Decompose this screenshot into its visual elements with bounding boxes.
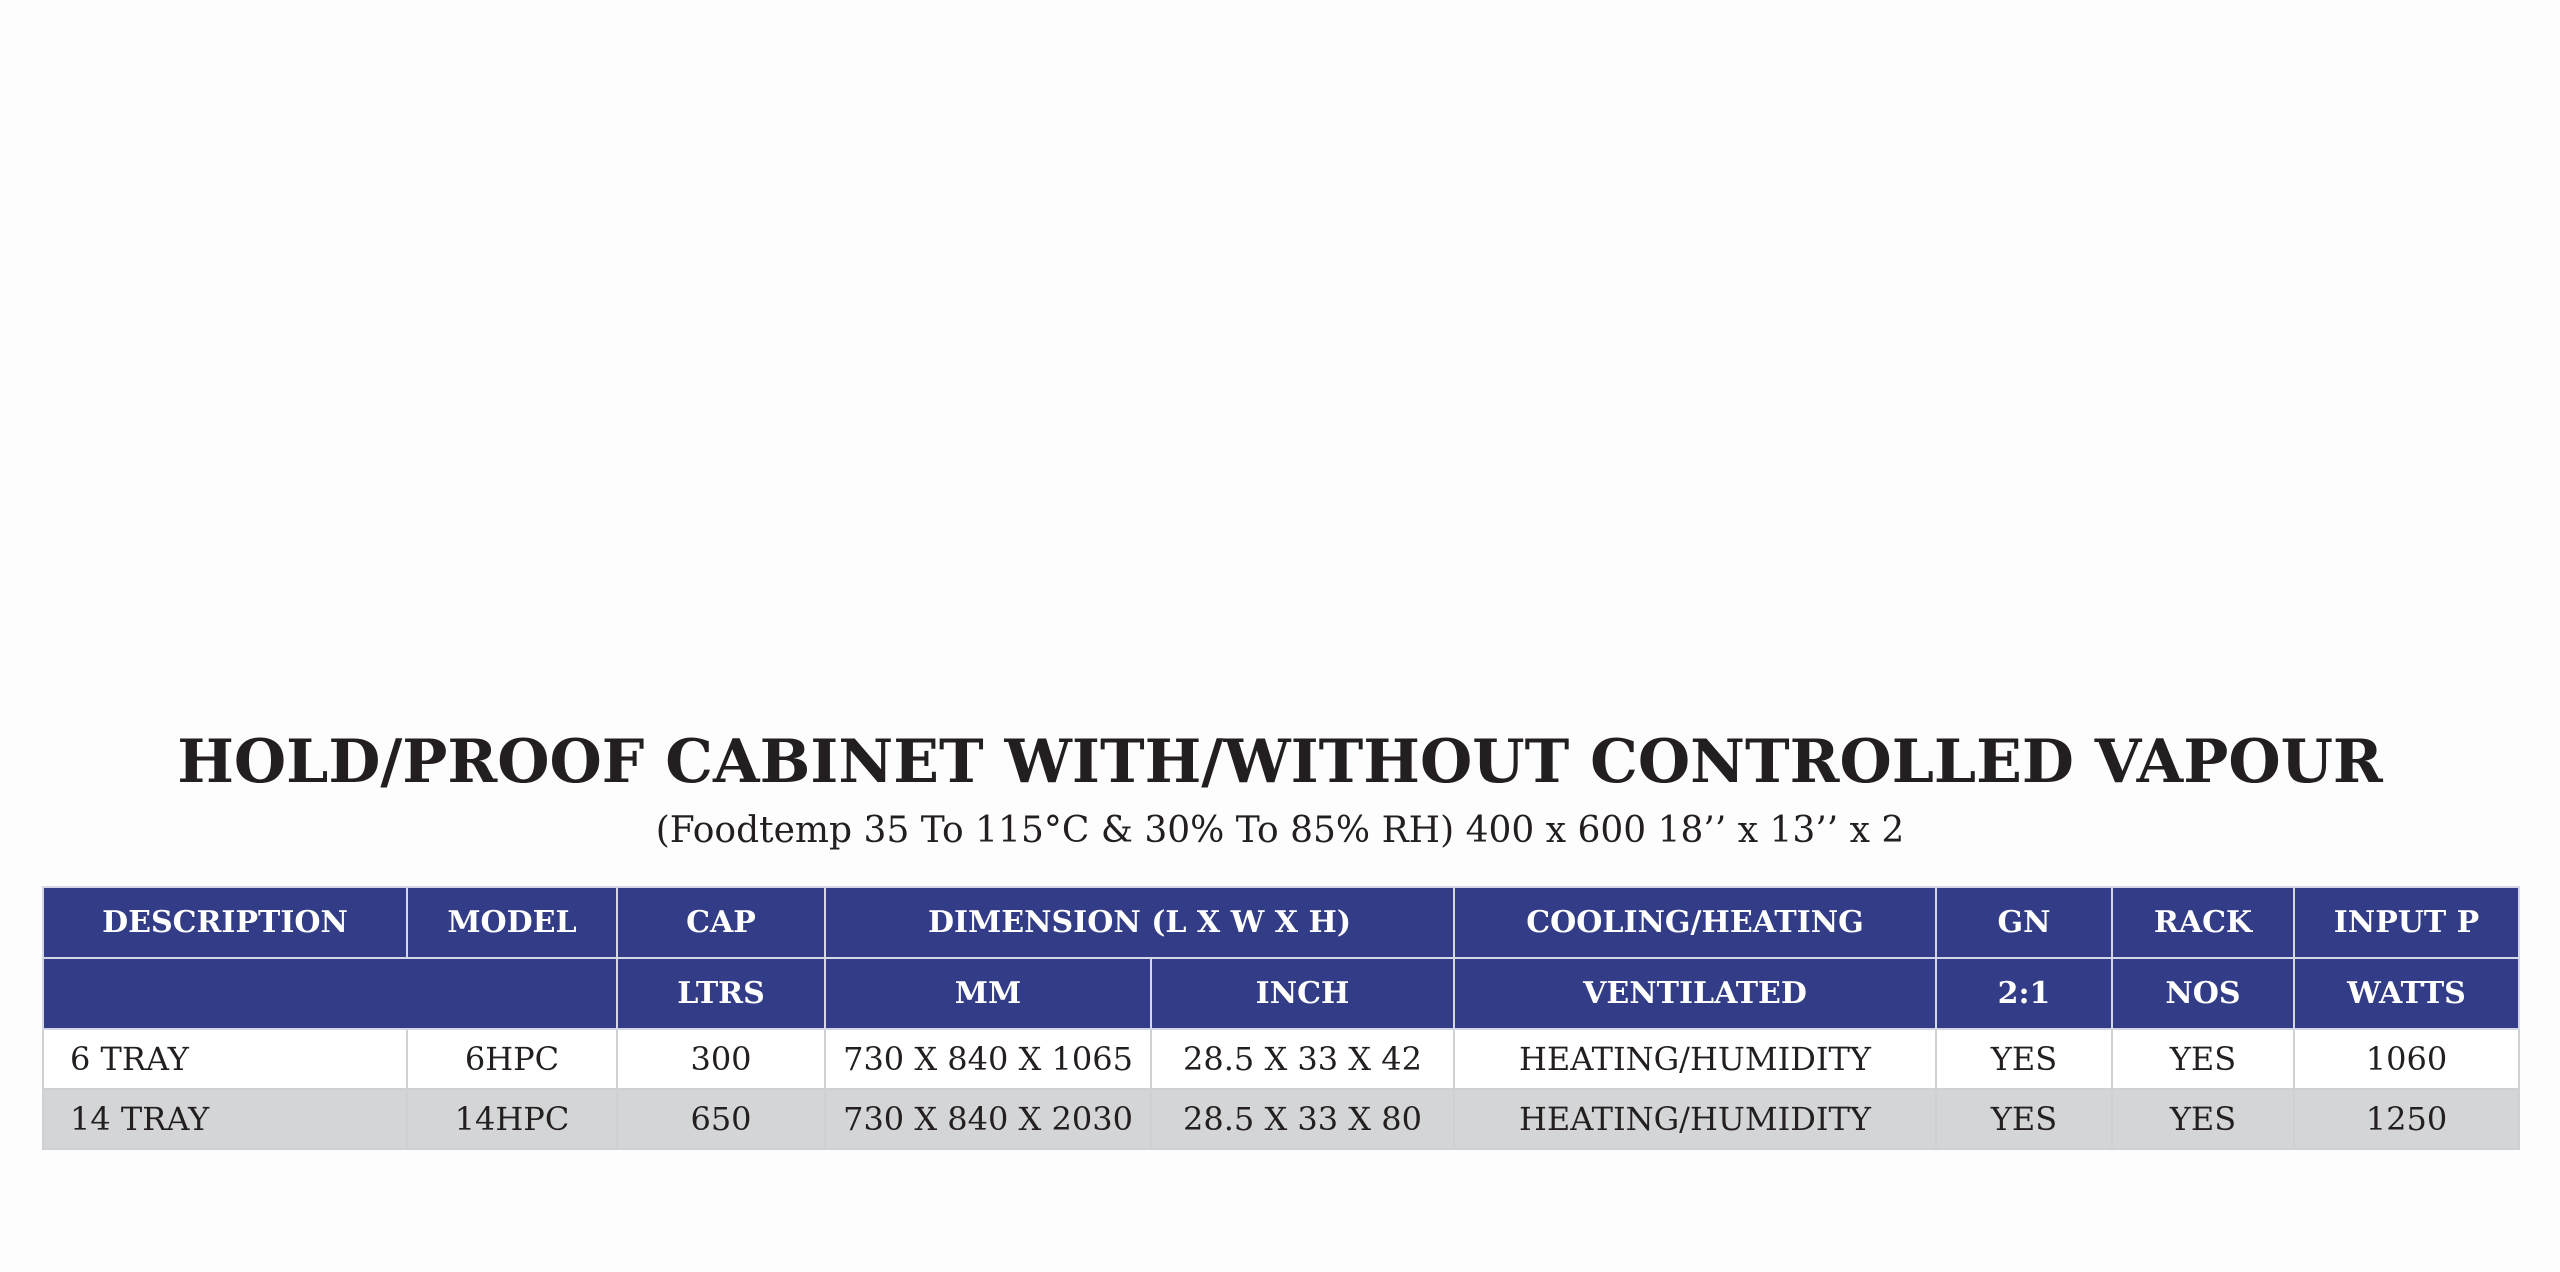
col-subheader-watts: WATTS: [2294, 958, 2519, 1029]
col-header-rack: RACK: [2112, 887, 2294, 958]
col-subheader-ventilated: VENTILATED: [1454, 958, 1936, 1029]
table-row: [43, 1089, 2519, 1149]
col-header-input-p: INPUT P: [2294, 887, 2519, 958]
col-subheader-empty: [43, 958, 617, 1029]
cell-rack: YES: [2112, 1089, 2294, 1149]
col-header-cooling-heating: COOLING/HEATING: [1454, 887, 1936, 958]
cell-inch: 28.5 X 33 X 42: [1151, 1029, 1454, 1089]
cell-watts: 1060: [2294, 1029, 2519, 1089]
cell-watts: 1250: [2294, 1089, 2519, 1149]
page-subtitle: (Foodtemp 35 To 115°C & 30% To 85% RH) 400 x 600 18’’ x 13’’ x 2: [655, 810, 1905, 851]
cell-cooling-heating: HEATING/HUMIDITY: [1454, 1089, 1936, 1149]
col-header-cap: CAP: [617, 887, 825, 958]
table-header-row-1: [43, 887, 2519, 958]
page-title: HOLD/PROOF CABINET WITH/WITHOUT CONTROLLED VAPOUR: [177, 727, 2383, 797]
spec-table: [42, 886, 2520, 1150]
col-header-model: MODEL: [407, 887, 617, 958]
cell-gn: YES: [1936, 1089, 2112, 1149]
cell-mm: 730 X 840 X 2030: [825, 1089, 1151, 1149]
col-header-dimension: DIMENSION (L X W X H): [825, 887, 1454, 958]
col-subheader-inch: INCH: [1151, 958, 1454, 1029]
cell-model: 14HPC: [407, 1089, 617, 1149]
cell-model: 6HPC: [407, 1029, 617, 1089]
cell-inch: 28.5 X 33 X 80: [1151, 1089, 1454, 1149]
table-header-row-2: [43, 958, 2519, 1029]
col-subheader-ltrs: LTRS: [617, 958, 825, 1029]
table-row: [43, 1029, 2519, 1089]
cell-mm: 730 X 840 X 1065: [825, 1029, 1151, 1089]
cell-cap: 650: [617, 1089, 825, 1149]
col-header-description: DESCRIPTION: [43, 887, 407, 958]
cell-rack: YES: [2112, 1029, 2294, 1089]
cell-description: 14 TRAY: [43, 1089, 407, 1149]
col-subheader-ratio: 2:1: [1936, 958, 2112, 1029]
cell-cap: 300: [617, 1029, 825, 1089]
col-subheader-nos: NOS: [2112, 958, 2294, 1029]
cell-description: 6 TRAY: [43, 1029, 407, 1089]
col-subheader-mm: MM: [825, 958, 1151, 1029]
cell-cooling-heating: HEATING/HUMIDITY: [1454, 1029, 1936, 1089]
col-header-gn: GN: [1936, 887, 2112, 958]
cell-gn: YES: [1936, 1029, 2112, 1089]
